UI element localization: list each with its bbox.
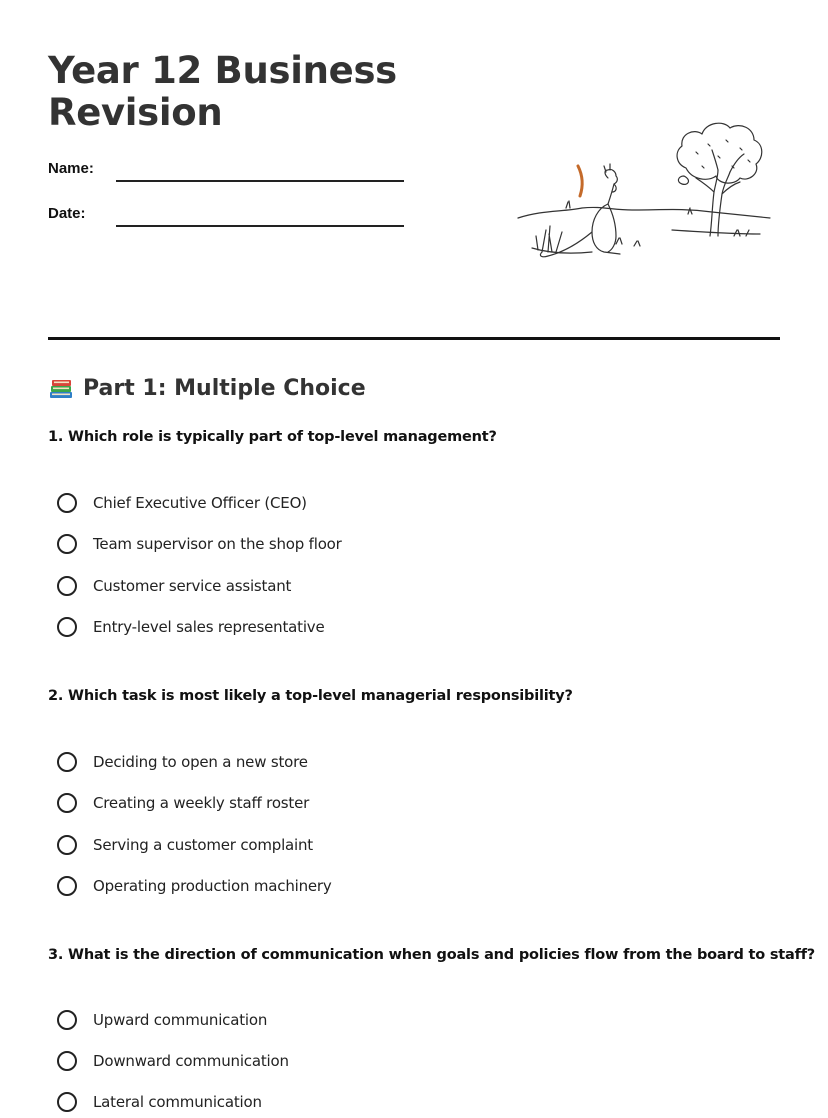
- question-2: 2. Which task is most likely a top-level managerial responsibility?: [48, 688, 573, 704]
- option-label: Operating production machinery: [93, 877, 332, 895]
- q2-option-4[interactable]: [57, 873, 332, 899]
- option-label: Entry-level sales representative: [93, 618, 325, 636]
- q3-option-3[interactable]: [57, 1089, 262, 1115]
- option-label: Chief Executive Officer (CEO): [93, 494, 307, 512]
- date-line[interactable]: [116, 225, 404, 227]
- radio-button[interactable]: [57, 835, 77, 855]
- radio-button[interactable]: [57, 752, 77, 772]
- q3-option-1[interactable]: [57, 1007, 267, 1033]
- option-label: Lateral communication: [93, 1093, 262, 1111]
- radio-button[interactable]: [57, 1051, 77, 1071]
- radio-button[interactable]: [57, 793, 77, 813]
- question-1: 1. Which role is typically part of top-level management?: [48, 429, 497, 445]
- q3-option-2[interactable]: [57, 1048, 289, 1074]
- title-line-2: Revision: [48, 91, 223, 134]
- radio-button[interactable]: [57, 534, 77, 554]
- date-label: Date:: [48, 205, 86, 222]
- title-line-1: Year 12 Business: [48, 49, 397, 92]
- section-title: [48, 372, 366, 406]
- option-label: Team supervisor on the shop floor: [93, 535, 342, 553]
- q2-option-2[interactable]: [57, 790, 309, 816]
- q1-option-2[interactable]: [57, 531, 342, 557]
- radio-button[interactable]: [57, 1092, 77, 1112]
- name-label: Name:: [48, 160, 94, 177]
- q2-option-3[interactable]: [57, 832, 313, 858]
- option-label: Deciding to open a new store: [93, 753, 308, 771]
- worksheet-title: [48, 50, 397, 134]
- radio-button[interactable]: [57, 617, 77, 637]
- radio-button[interactable]: [57, 493, 77, 513]
- section-title-text: Part 1: Multiple Choice: [83, 376, 366, 401]
- question-3: 3. What is the direction of communication when goals and policies flow from the board to staff?: [48, 947, 816, 963]
- option-label: Serving a customer complaint: [93, 836, 313, 854]
- radio-button[interactable]: [57, 576, 77, 596]
- option-label: Customer service assistant: [93, 577, 292, 595]
- books-icon: [48, 377, 74, 401]
- q1-option-3[interactable]: [57, 573, 291, 599]
- option-label: Creating a weekly staff roster: [93, 794, 310, 812]
- radio-button[interactable]: [57, 1010, 77, 1030]
- option-label: Downward communication: [93, 1052, 289, 1070]
- name-line[interactable]: [116, 180, 404, 182]
- option-label: Upward communication: [93, 1011, 268, 1029]
- radio-button[interactable]: [57, 876, 77, 896]
- kangaroo-tree-illustration: [512, 112, 776, 262]
- section-divider: [48, 337, 780, 340]
- q1-option-1[interactable]: [57, 490, 307, 516]
- q2-option-1[interactable]: [57, 749, 308, 775]
- q1-option-4[interactable]: [57, 614, 325, 640]
